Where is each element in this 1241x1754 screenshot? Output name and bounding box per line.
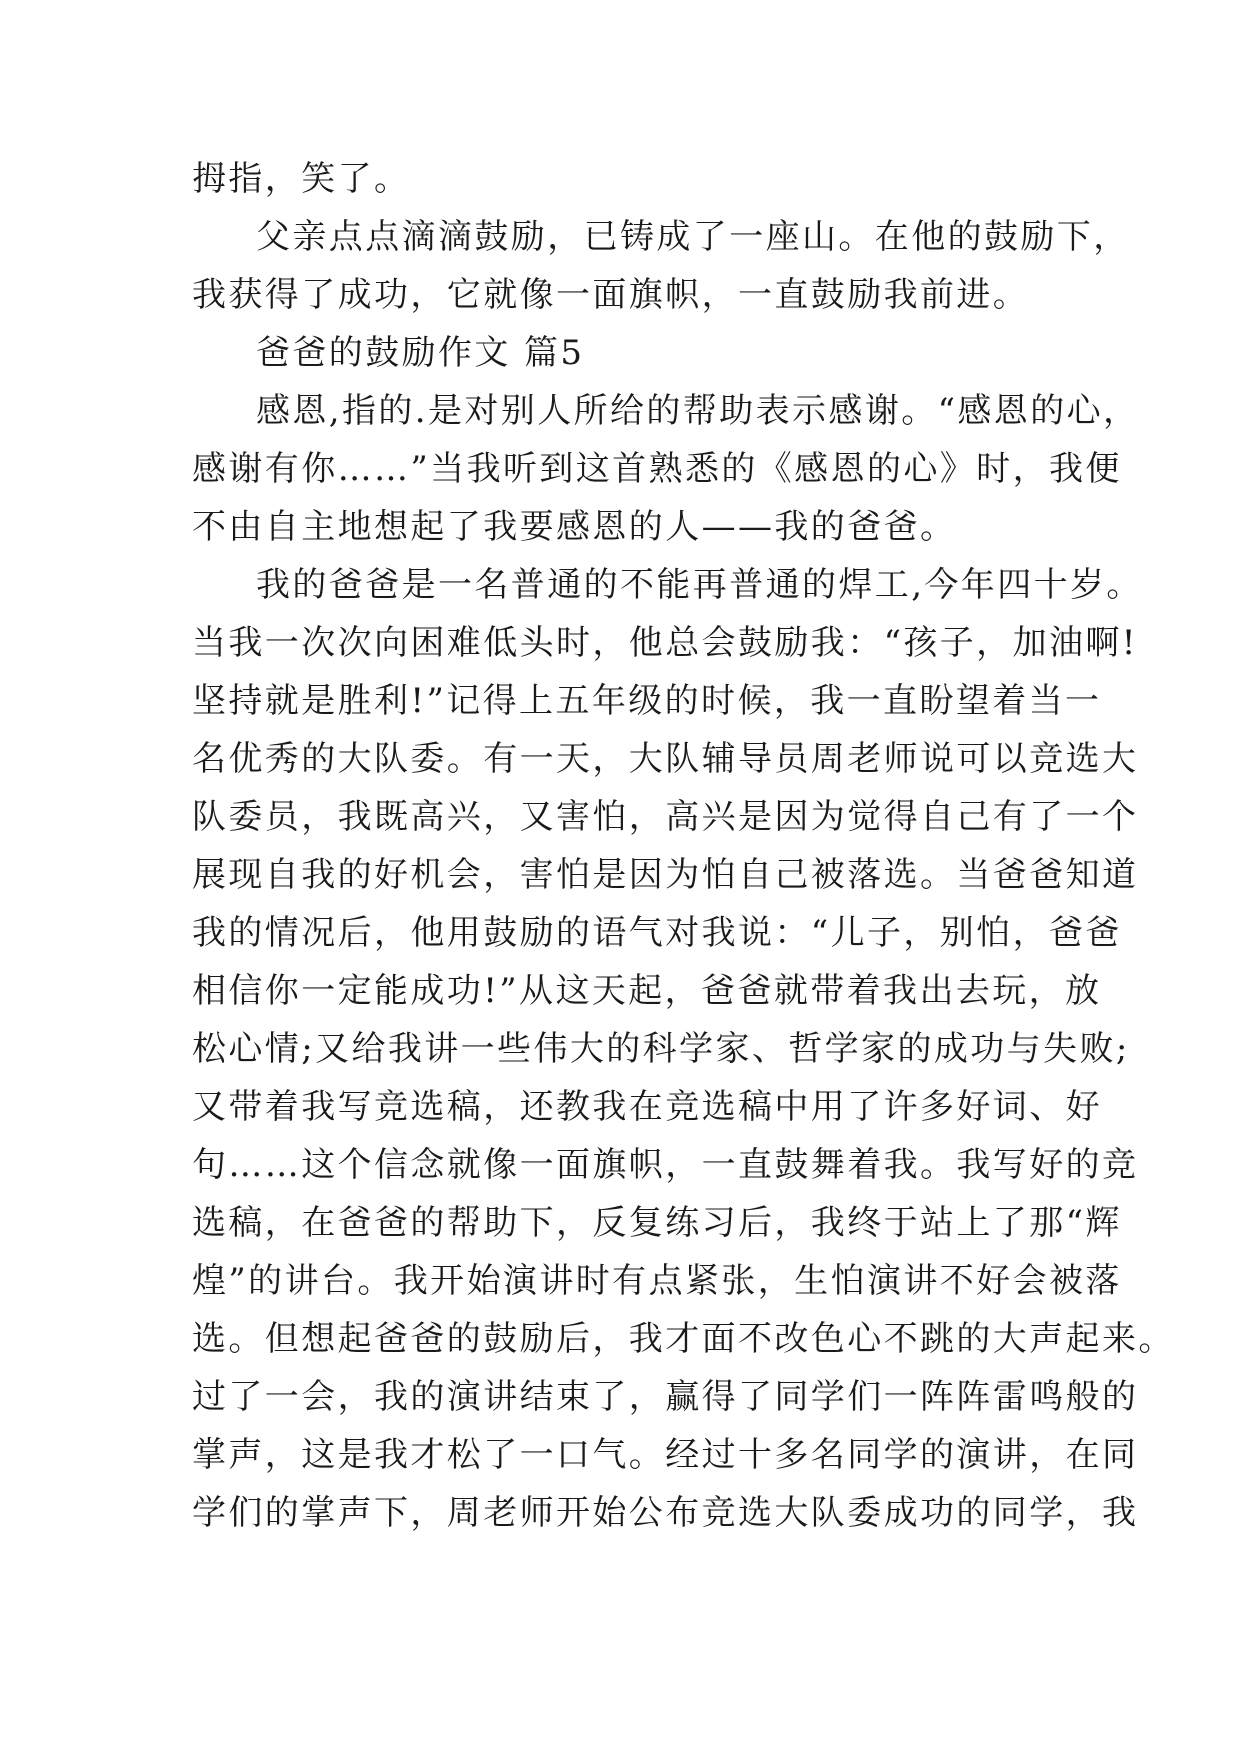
- text-line-content: 我的情况后，他用鼓励的语气对我说：“儿子，别怕，爸爸: [192, 913, 1122, 953]
- text-line: [192, 1484, 1139, 1542]
- text-line-content: 过了一会，我的演讲结束了，赢得了同学们一阵阵雷鸣般的: [192, 1377, 1139, 1417]
- text-line-content: 不由自主地想起了我要感恩的人——我的爸爸。: [192, 507, 957, 547]
- text-line: [192, 498, 1072, 556]
- text-line: [192, 962, 1102, 1020]
- text-line-content: 掌声，这是我才松了一口气。经过十多名同学的演讲，在同: [192, 1435, 1139, 1475]
- text-line-content: 当我一次次向困难低头时，他总会鼓励我：“孩子，加油啊!: [192, 623, 1138, 663]
- text-line-content: 选稿，在爸爸的帮助下，反复练习后，我终于站上了那“辉: [192, 1203, 1122, 1243]
- text-line: [192, 556, 1143, 614]
- text-line-content: 选。但想起爸爸的鼓励后，我才面不改色心不跳的大声起来。: [192, 1319, 1175, 1359]
- text-line-content: 名优秀的大队委。有一天，大队辅导员周老师说可以竞选大: [192, 739, 1139, 779]
- text-line: [192, 1310, 1175, 1368]
- text-line-content: 煌”的讲台。我开始演讲时有点紧张，生怕演讲不好会被落: [192, 1261, 1122, 1301]
- text-line: [192, 382, 1140, 440]
- text-line-content: 展现自我的好机会，害怕是因为怕自己被落选。当爸爸知道: [192, 855, 1139, 895]
- text-line-content: 又带着我写竞选稿，还教我在竞选稿中用了许多好词、好: [192, 1087, 1102, 1127]
- text-line: [192, 904, 1122, 962]
- text-line: [192, 266, 1072, 324]
- document-body: [192, 150, 1175, 1542]
- text-line-content: 我获得了成功，它就像一面旗帜，一直鼓励我前进。: [192, 275, 1030, 315]
- text-line-content: 感恩,指的.是对别人所给的帮助表示感谢。“感恩的心，: [256, 391, 1140, 431]
- text-line-content: 相信你一定能成功!”从这天起，爸爸就带着我出去玩，放: [192, 971, 1102, 1011]
- text-line-content: 学们的掌声下，周老师开始公布竞选大队委成功的同学，我: [192, 1493, 1139, 1533]
- text-line: [192, 440, 1122, 498]
- text-line-content: 句……这个信念就像一面旗帜，一直鼓舞着我。我写好的竞: [192, 1145, 1139, 1185]
- text-line-content: 我的爸爸是一名普通的不能再普通的焊工,今年四十岁。: [256, 565, 1143, 605]
- text-line-content: 坚持就是胜利!”记得上五年级的时候，我一直盼望着当一: [192, 681, 1102, 721]
- text-line: [192, 1426, 1139, 1484]
- text-line-content: 爸爸的鼓励作文 篇5: [256, 333, 585, 373]
- text-line: [192, 672, 1102, 730]
- text-line: [192, 1194, 1122, 1252]
- text-line: [192, 1136, 1139, 1194]
- text-line: [192, 788, 1139, 846]
- text-line: [192, 846, 1139, 904]
- text-line: [192, 150, 1072, 208]
- text-line-content: 拇指，笑了。: [192, 159, 411, 199]
- text-line: [192, 208, 1130, 266]
- text-line: [192, 1078, 1102, 1136]
- text-line: [192, 1368, 1139, 1426]
- text-line: [192, 324, 1072, 382]
- text-line: [192, 1020, 1130, 1078]
- text-line-content: 松心情;又给我讲一些伟大的科学家、哲学家的成功与失败;: [192, 1029, 1130, 1069]
- text-line: [192, 730, 1139, 788]
- text-line-content: 感谢有你……”当我听到这首熟悉的《感恩的心》时，我便: [192, 449, 1122, 489]
- text-line: [192, 614, 1138, 672]
- text-line-content: 队委员，我既高兴，又害怕，高兴是因为觉得自己有了一个: [192, 797, 1139, 837]
- text-line-content: 父亲点点滴滴鼓励，已铸成了一座山。在他的鼓励下，: [256, 217, 1130, 257]
- text-line: [192, 1252, 1122, 1310]
